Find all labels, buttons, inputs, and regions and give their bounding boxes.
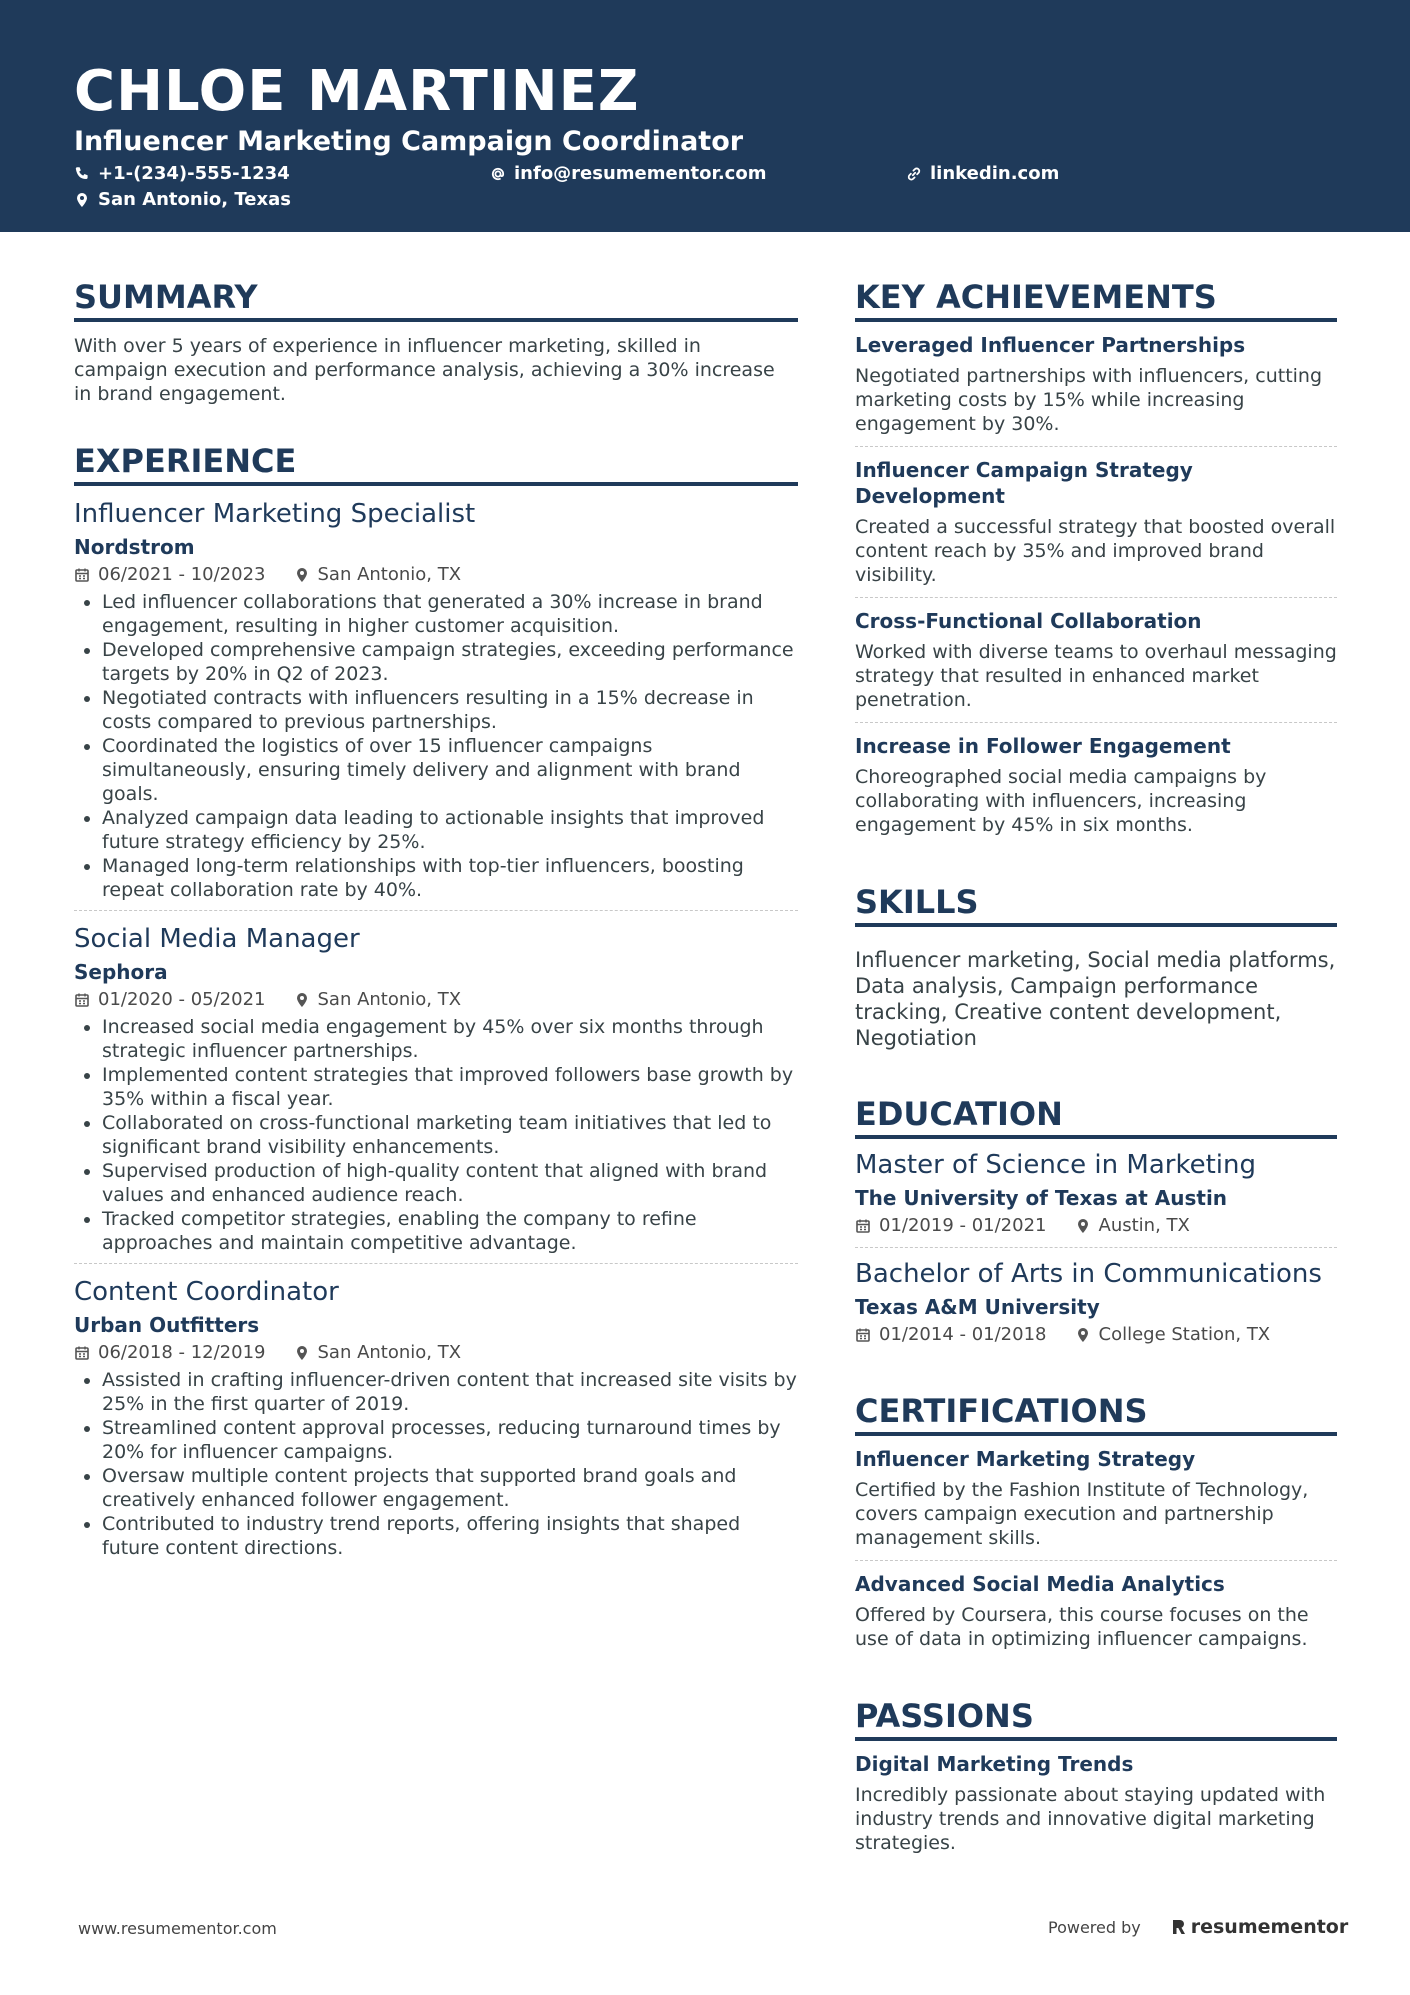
certification-title: Advanced Social Media Analytics — [855, 1572, 1225, 1596]
job-dates: 01/2020 - 05/2021 — [98, 989, 266, 1010]
skills-text: Influencer marketing, Social media platforms, Data analysis, Campaign performance tracking, Creative content development, Negotiation — [855, 948, 1336, 1050]
certification-item — [855, 1561, 1337, 1661]
summary-heading: SUMMARY — [74, 278, 798, 322]
education-location-wrap — [1075, 1213, 1190, 1239]
job-entry — [74, 498, 798, 911]
certification-title: Influencer Marketing Strategy — [855, 1447, 1196, 1471]
job-bullet: • Supervised production of high-quality content that aligned with brand values and enhanced audience reach. — [102, 1159, 798, 1207]
calendar-icon — [74, 1345, 90, 1361]
achievement-item — [855, 723, 1337, 847]
passion-title: Digital Marketing Trends — [855, 1752, 1134, 1776]
calendar-icon — [74, 992, 90, 1008]
company-name: Sephora — [74, 960, 168, 984]
job-title: Social Media Manager — [74, 924, 360, 954]
calendar-icon — [855, 1218, 871, 1234]
right-column — [855, 278, 1337, 1901]
map-pin-icon — [294, 567, 310, 583]
achievement-title: Increase in Follower Engagement — [855, 734, 1231, 758]
summary-text: With over 5 years of experience in influencer marketing, skilled in campaign execution and performance analysis, achieving a 30% increase in brand engagement. — [74, 335, 775, 405]
achievements-heading: KEY ACHIEVEMENTS — [855, 278, 1337, 322]
achievement-item — [855, 598, 1337, 723]
education-meta — [855, 1322, 1337, 1348]
achievement-item — [855, 322, 1337, 447]
job-entry — [74, 923, 798, 1264]
job-bullet: • Assisted in crafting influencer-driven content that increased site visits by 25% in the first quarter of 2019. — [102, 1368, 798, 1416]
experience-heading: EXPERIENCE — [74, 442, 798, 486]
job-bullet: • Streamlined content approval processes, reducing turnaround times by 20% for influencer campaigns. — [102, 1416, 798, 1464]
footer-powered — [1048, 1916, 1348, 1938]
job-bullets — [74, 590, 798, 902]
degree-title: Bachelor of Arts in Communications — [855, 1259, 1322, 1289]
job-bullet: • Negotiated contracts with influencers resulting in a 15% decrease in costs compared to previous partnerships. — [102, 686, 798, 734]
achievement-title: Influencer Campaign Strategy Development — [855, 458, 1193, 508]
skills-heading: SKILLS — [855, 883, 1337, 927]
passion-item — [855, 1741, 1337, 1865]
achievement-description: Created a successful strategy that boosted overall content reach by 35% and improved brand visibility. — [855, 516, 1336, 586]
job-bullet: • Developed comprehensive campaign strategies, exceeding performance targets by 20% in Q2 of 2023. — [102, 638, 798, 686]
job-bullet: • Oversaw multiple content projects that supported brand goals and creatively enhanced follower engagement. — [102, 1464, 798, 1512]
certification-description: Certified by the Fashion Institute of Technology, covers campaign execution and partnership management skills. — [855, 1479, 1309, 1549]
job-location-wrap — [294, 562, 462, 588]
job-bullet: • Tracked competitor strategies, enabling the company to refine approaches and maintain competitive advantage. — [102, 1207, 798, 1255]
link-icon — [906, 166, 922, 182]
job-bullet: • Analyzed campaign data leading to actionable insights that improved future strategy efficiency by 25%. — [102, 806, 798, 854]
contact-location — [74, 188, 291, 212]
map-pin-icon — [294, 1345, 310, 1361]
candidate-name: CHLOE MARTINEZ — [74, 59, 640, 124]
location-text: San Antonio, Texas — [98, 189, 291, 210]
passions-section — [855, 1697, 1337, 1865]
job-location-wrap — [294, 1340, 462, 1366]
certifications-heading: CERTIFICATIONS — [855, 1392, 1337, 1436]
summary-section — [74, 278, 798, 406]
certification-list — [855, 1436, 1337, 1661]
achievement-description: Negotiated partnerships with influencers, cutting marketing costs by 15% while increasing engagement by 30%. — [855, 365, 1323, 435]
job-bullet: • Coordinated the logistics of over 15 influencer campaigns simultaneously, ensuring timely delivery and alignment with brand goals. — [102, 734, 798, 806]
map-pin-icon — [294, 992, 310, 1008]
job-title: Influencer Marketing Specialist — [74, 499, 476, 529]
job-bullet: • Implemented content strategies that improved followers base growth by 35% within a fiscal year. — [102, 1063, 798, 1111]
skills-section — [855, 883, 1337, 1051]
education-location: Austin, TX — [1098, 1215, 1190, 1236]
job-bullet: • Collaborated on cross-functional marketing team initiatives that led to significant brand visibility enhancements. — [102, 1111, 798, 1159]
map-pin-icon — [1075, 1327, 1091, 1343]
job-meta — [74, 987, 798, 1013]
footer-website[interactable]: www.resumementor.com — [78, 1919, 277, 1938]
education-list — [855, 1139, 1337, 1356]
degree-title: Master of Science in Marketing — [855, 1150, 1256, 1180]
calendar-icon — [855, 1327, 871, 1343]
education-location-wrap — [1075, 1322, 1271, 1348]
job-bullets — [74, 1368, 798, 1560]
certification-description: Offered by Coursera, this course focuses on the use of data in optimizing influencer campaigns. — [855, 1604, 1309, 1650]
map-pin-icon — [74, 192, 90, 208]
job-bullets — [74, 1015, 798, 1255]
education-dates: 01/2014 - 01/2018 — [879, 1324, 1047, 1345]
achievements-section — [855, 278, 1337, 847]
contact-email[interactable] — [490, 162, 766, 186]
company-name: Urban Outfitters — [74, 1313, 260, 1337]
linkedin-text: linkedin.com — [930, 163, 1060, 184]
achievement-title: Leveraged Influencer Partnerships — [855, 333, 1246, 357]
achievement-item — [855, 447, 1337, 598]
passions-heading: PASSIONS — [855, 1697, 1337, 1741]
passion-description: Incredibly passionate about staying updated with industry trends and innovative digital marketing strategies. — [855, 1784, 1326, 1854]
job-entry — [74, 1276, 798, 1568]
achievement-title: Cross-Functional Collaboration — [855, 609, 1202, 633]
job-location-wrap — [294, 987, 462, 1013]
job-bullet: • Led influencer collaborations that generated a 30% increase in brand engagement, resulting in higher customer acquisition. — [102, 590, 798, 638]
school-name: Texas A&M University — [855, 1295, 1100, 1319]
contact-linkedin[interactable] — [906, 162, 1059, 186]
at-sign-icon — [490, 166, 506, 182]
education-heading: EDUCATION — [855, 1095, 1337, 1139]
achievement-list — [855, 322, 1337, 847]
job-title: Content Coordinator — [74, 1277, 339, 1307]
contact-phone[interactable] — [74, 162, 290, 186]
company-name: Nordstrom — [74, 535, 195, 559]
education-section — [855, 1095, 1337, 1356]
brand-text: resumementor — [1190, 1916, 1349, 1938]
education-dates: 01/2019 - 01/2021 — [879, 1215, 1047, 1236]
calendar-icon — [74, 567, 90, 583]
job-bullet: • Managed long-term relationships with top-tier influencers, boosting repeat collaboration rate by 40%. — [102, 854, 798, 902]
achievement-description: Choreographed social media campaigns by collaborating with influencers, increasing engagement by 45% in six months. — [855, 766, 1267, 836]
job-meta — [74, 1340, 798, 1366]
phone-text: +1-(234)-555-1234 — [98, 163, 290, 184]
job-dates: 06/2018 - 12/2019 — [98, 1342, 266, 1363]
certification-item — [855, 1436, 1337, 1561]
brand-logo[interactable] — [1171, 1916, 1349, 1938]
certifications-section — [855, 1392, 1337, 1661]
job-bullet: • Increased social media engagement by 45% over six months through strategic influencer partnerships. — [102, 1015, 798, 1063]
education-meta — [855, 1213, 1337, 1239]
job-dates: 06/2021 - 10/2023 — [98, 564, 266, 585]
job-location: San Antonio, TX — [317, 989, 462, 1010]
candidate-title: Influencer Marketing Campaign Coordinator — [74, 126, 744, 157]
experience-section — [74, 442, 798, 1568]
job-meta — [74, 562, 798, 588]
passion-list — [855, 1741, 1337, 1865]
map-pin-icon — [1075, 1218, 1091, 1234]
job-list — [74, 498, 798, 1568]
education-entry — [855, 1139, 1337, 1248]
achievement-description: Worked with diverse teams to overhaul messaging strategy that resulted in enhanced market penetration. — [855, 641, 1337, 711]
left-column — [74, 278, 798, 1604]
resumementor-logo-icon — [1171, 1918, 1187, 1936]
school-name: The University of Texas at Austin — [855, 1186, 1228, 1210]
job-location: San Antonio, TX — [317, 1342, 462, 1363]
email-text: info@resumementor.com — [514, 163, 767, 184]
education-location: College Station, TX — [1098, 1324, 1271, 1345]
resume-header — [0, 0, 1410, 232]
job-bullet: • Contributed to industry trend reports, offering insights that shaped future content directions. — [102, 1512, 798, 1560]
phone-icon — [74, 166, 90, 182]
powered-by-text: Powered by — [1048, 1917, 1141, 1937]
education-entry — [855, 1248, 1337, 1356]
job-location: San Antonio, TX — [317, 564, 462, 585]
